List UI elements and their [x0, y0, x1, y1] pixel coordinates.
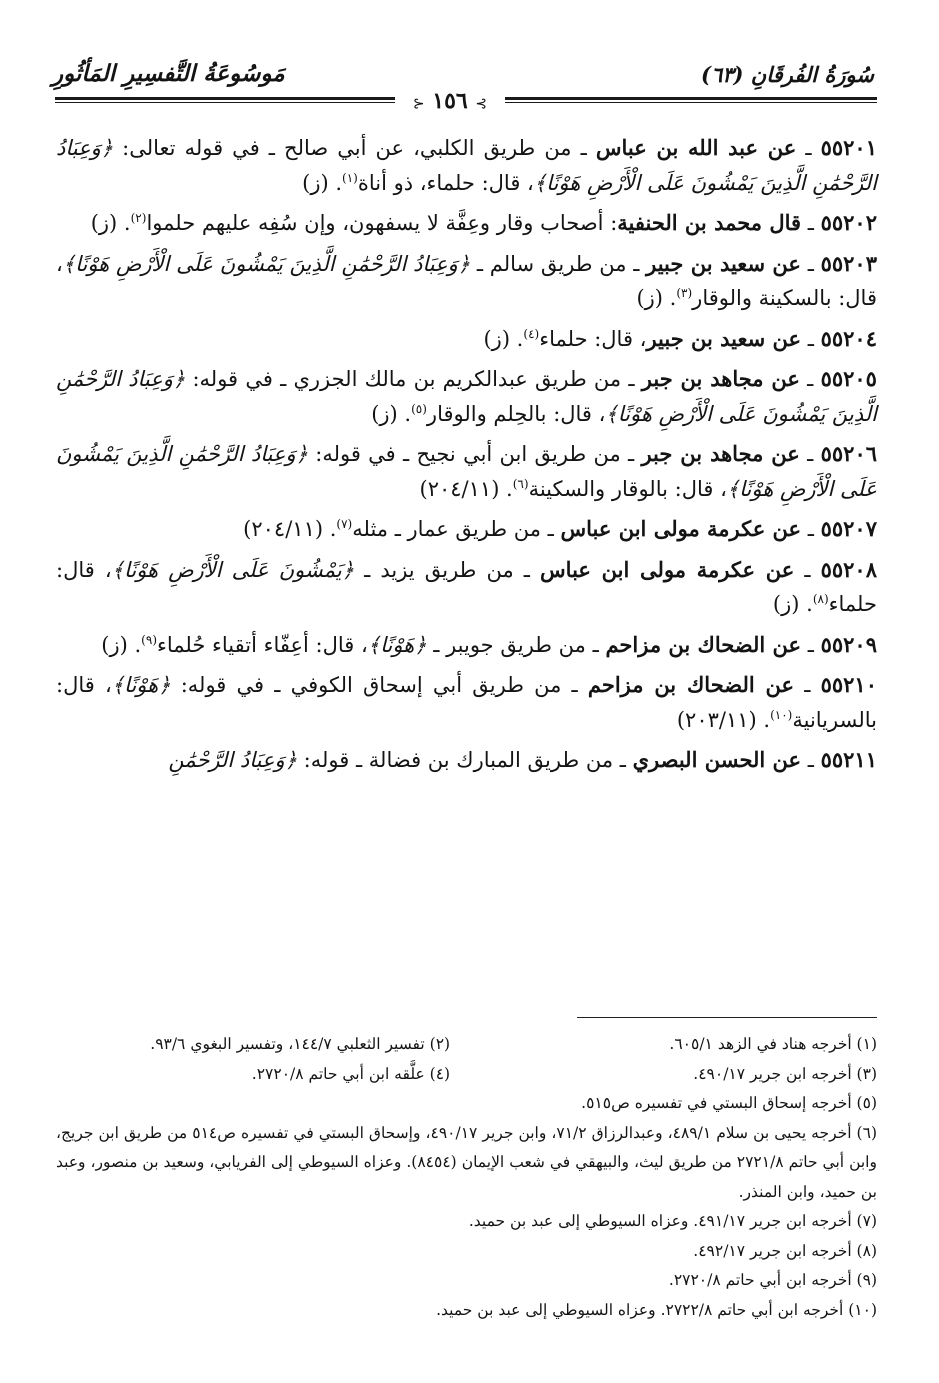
- narration-text-2: ، قال: بالسريانية: [56, 673, 877, 732]
- source-ref: . (ز): [636, 286, 677, 310]
- footnote-2: (٢) تفسير الثعلبي ١٤٤/٧، وتفسير البغوي ٩٣/٦.: [150, 1035, 451, 1053]
- page-number: ١٥٦: [432, 88, 468, 114]
- narration-text-2: ، قال: بالوقار والسكينة: [528, 476, 727, 501]
- narration-entry: [56, 437, 877, 506]
- footnote-3: (٣) أخرجه ابن جرير ٤٩٠/١٧.: [693, 1064, 877, 1083]
- narration-number: ٥٥٢٠٥: [820, 366, 877, 391]
- quran-quote: ﴿هَوْنًا﴾: [111, 673, 171, 697]
- narration-number: ٥٥٢٠٢: [820, 210, 877, 235]
- footnote-marker[interactable]: (٥): [411, 401, 427, 416]
- narration-text: ـ من طريق المبارك بن فضالة ـ قوله:: [297, 748, 626, 772]
- footnote-marker[interactable]: (٦): [512, 476, 529, 491]
- narration-entry: [56, 628, 877, 663]
- footnote-10: (١٠) أخرجه ابن أبي حاتم ٢٧٢٢/٨. وعزاه السيوطي إلى عبد بن حميد.: [436, 1300, 877, 1319]
- dash: ـ: [807, 442, 814, 466]
- narration-number: ٥٥٢٠٨: [820, 556, 877, 582]
- narration-number: ٥٥٢٠١: [820, 135, 877, 160]
- footnote-5: (٥) أخرجه إسحاق البستي في تفسيره ص٥١٥.: [581, 1094, 877, 1112]
- ornament-right-icon: ⊰: [475, 96, 488, 112]
- source-ref: . (٢٠٤/١١): [419, 476, 513, 501]
- narration-number: ٥٥٢٠٩: [820, 631, 877, 657]
- source-ref: . (ز): [772, 592, 813, 616]
- narration-number: ٥٥٢١١: [820, 747, 877, 772]
- dash: ـ: [807, 632, 814, 657]
- quran-quote: ﴿وَعِبَادُ الرَّحْمَٰنِ: [168, 748, 297, 772]
- quran-quote: ﴿وَعِبَادُ الرَّحْمَٰنِ الَّذِينَ يَمْشُونَ عَلَى الْأَرْضِ هَوْنًا﴾: [62, 251, 471, 276]
- dash: ـ: [807, 251, 814, 276]
- narration-entry: [56, 362, 877, 431]
- narration-text-2: ، قال: أعِفّاء أتقياء حُلماء: [157, 632, 368, 657]
- narrator-name: عن مجاهد بن جبر: [641, 441, 800, 466]
- page-number-box: [395, 86, 505, 116]
- footnote-8: (٨) أخرجه ابن جرير ٤٩٢/١٧.: [693, 1241, 877, 1260]
- narration-text-2: ، قال: بالسكينة والوقار: [56, 251, 877, 310]
- source-ref: . (ز): [101, 632, 142, 657]
- footnote-row: [56, 1030, 877, 1060]
- narration-text: ـ من طريق ابن أبي نجيح ـ في قوله:: [307, 442, 635, 466]
- footnotes: [56, 1030, 877, 1325]
- footnote-9: (٩) أخرجه ابن أبي حاتم ٢٧٢٠/٨.: [668, 1271, 877, 1289]
- footnote-6: (٦) أخرجه يحيى بن سلام ٤٨٩/١، وعبدالرزاق ٧١/٢، وابن جرير ٤٩٠/١٧، وإسحاق البستي في تفسيره ص٥١٤ من طريق ابن جريج، وابن أبي حاتم ٢٧٢١/٨ من طريق ليث، والبيهقي في شعب الإيمان (٨٤٥٤). وعزاه السيوطي إلى الفريابي، وسعيد بن منصور، وعبد بن حميد، وابن المنذر.: [56, 1123, 877, 1201]
- narrator-name: عن عكرمة مولى ابن عباس: [560, 516, 802, 541]
- narration-text: ـ من طريق الكلبي، عن أبي صالح ـ في قوله تعالى:: [113, 136, 587, 160]
- narration-entry: [56, 322, 877, 357]
- dash: ـ: [805, 136, 812, 160]
- narrations-body: [56, 131, 877, 784]
- ornament-left-icon: ⊱: [412, 96, 425, 112]
- footnote-marker[interactable]: (٧): [336, 517, 353, 531]
- narration-text-2: ، قال: حلماء: [56, 557, 877, 616]
- narration-number: ٥٥٢١٠: [820, 672, 877, 697]
- source-ref: . (ز): [371, 401, 412, 426]
- narrator-name: قال محمد بن الحنفية: [617, 210, 802, 235]
- footnote-1: (١) أخرجه هناد في الزهد ٦٠٥/١.: [669, 1035, 877, 1053]
- footnote-marker[interactable]: (٤): [523, 326, 540, 341]
- footnote-separator: [577, 1017, 877, 1018]
- narration-text: ـ من طريق جويبر ـ: [426, 632, 599, 657]
- dash: ـ: [804, 673, 811, 697]
- source-ref: . (ز): [483, 326, 524, 351]
- source-ref: . (ز): [302, 170, 343, 195]
- quran-quote: ﴿وَعِبَادُ الرَّحْمَٰنِ الَّذِينَ يَمْشُونَ عَلَى الْأَرْضِ هَوْنًا﴾: [56, 442, 877, 501]
- dash: ـ: [807, 211, 814, 235]
- narration-text: ، قال: حلماء: [539, 326, 647, 351]
- footnote-marker[interactable]: (٨): [812, 592, 829, 606]
- narrator-name: عن عبد الله بن عباس: [595, 135, 797, 160]
- dash: ـ: [807, 748, 814, 772]
- dash: ـ: [807, 367, 814, 391]
- book-title: مَوسُوعَةُ التَّفسِيرِ المَأثُورِ: [52, 60, 285, 87]
- narration-entry: [56, 668, 877, 737]
- narration-text-2: ، قال: بالحِلم والوقار: [426, 401, 606, 426]
- narration-text: : أصحاب وقار وعِفَّة لا يسفهون، وإن سُفِه عليهم حلموا: [146, 211, 618, 235]
- footnote-marker[interactable]: (٢): [130, 211, 147, 225]
- narrator-name: عن الحسن البصري: [632, 747, 802, 772]
- narrator-name: عن مجاهد بن جبر: [641, 366, 800, 391]
- narrator-name: عن الضحاك بن مزاحم: [587, 672, 795, 697]
- footnote-marker[interactable]: (١): [342, 170, 358, 185]
- narration-entry: [56, 743, 877, 778]
- narration-text-2: ، قال: حلماء، ذو أناة: [357, 170, 534, 195]
- source-ref: . (٢٠٤/١١): [243, 517, 337, 541]
- quran-quote: ﴿هَوْنًا﴾: [367, 632, 427, 657]
- dash: ـ: [804, 557, 811, 582]
- source-ref: . (٢٠٣/١١): [676, 707, 771, 732]
- narration-number: ٥٥٢٠٣: [820, 250, 877, 276]
- narrator-name: عن عكرمة مولى ابن عباس: [540, 556, 795, 582]
- narration-entry: [56, 206, 877, 241]
- narration-number: ٥٥٢٠٤: [820, 325, 877, 351]
- narration-entry: [56, 553, 877, 622]
- narration-text: ـ من طريق عمار ـ مثله: [352, 517, 554, 541]
- narration-text: ـ من طريق يزيد ـ: [354, 557, 530, 582]
- narration-text: ـ من طريق عبدالكريم بن مالك الجزري ـ في قوله:: [185, 367, 635, 391]
- footnote-marker[interactable]: (١٠): [770, 707, 793, 722]
- quran-quote: ﴿يَمْشُونَ عَلَى الْأَرْضِ هَوْنًا﴾: [111, 557, 354, 582]
- narrator-name: عن سعيد بن جبير: [646, 325, 802, 351]
- source-ref: . (ز): [90, 211, 131, 235]
- surah-header: سُورَةُ الفُرقَانِ (٦٣): [701, 62, 874, 87]
- dash: ـ: [807, 326, 814, 351]
- narrator-name: عن الضحاك بن مزاحم: [605, 631, 802, 657]
- footnote-marker[interactable]: (٩): [141, 632, 157, 647]
- dash: ـ: [807, 517, 814, 541]
- narration-text: ـ من طريق سالم ـ: [470, 251, 640, 276]
- narration-number: ٥٥٢٠٧: [820, 516, 877, 541]
- quran-quote: ﴿وَعِبَادُ الرَّحْمَٰنِ الَّذِينَ يَمْشُونَ عَلَى الْأَرْضِ هَوْنًا﴾: [56, 136, 877, 195]
- quran-quote: ﴿وَعِبَادُ الرَّحْمَٰنِ الَّذِينَ يَمْشُونَ عَلَى الْأَرْضِ هَوْنًا﴾: [56, 367, 877, 426]
- narration-entry: [56, 512, 877, 547]
- narrator-name: عن سعيد بن جبير: [646, 250, 801, 276]
- narration-entry: [56, 247, 877, 316]
- footnote-row: [56, 1060, 877, 1090]
- footnote-marker[interactable]: (٣): [676, 286, 693, 300]
- narration-number: ٥٥٢٠٦: [820, 441, 878, 466]
- narration-entry: [56, 131, 877, 200]
- footnote-7: (٧) أخرجه ابن جرير ٤٩١/١٧. وعزاه السيوطي إلى عبد بن حميد.: [468, 1212, 877, 1230]
- narration-text: ـ من طريق أبي إسحاق الكوفي ـ في قوله:: [170, 673, 578, 697]
- footnote-4: (٤) علَّقه ابن أبي حاتم ٢٧٢٠/٨.: [251, 1064, 451, 1083]
